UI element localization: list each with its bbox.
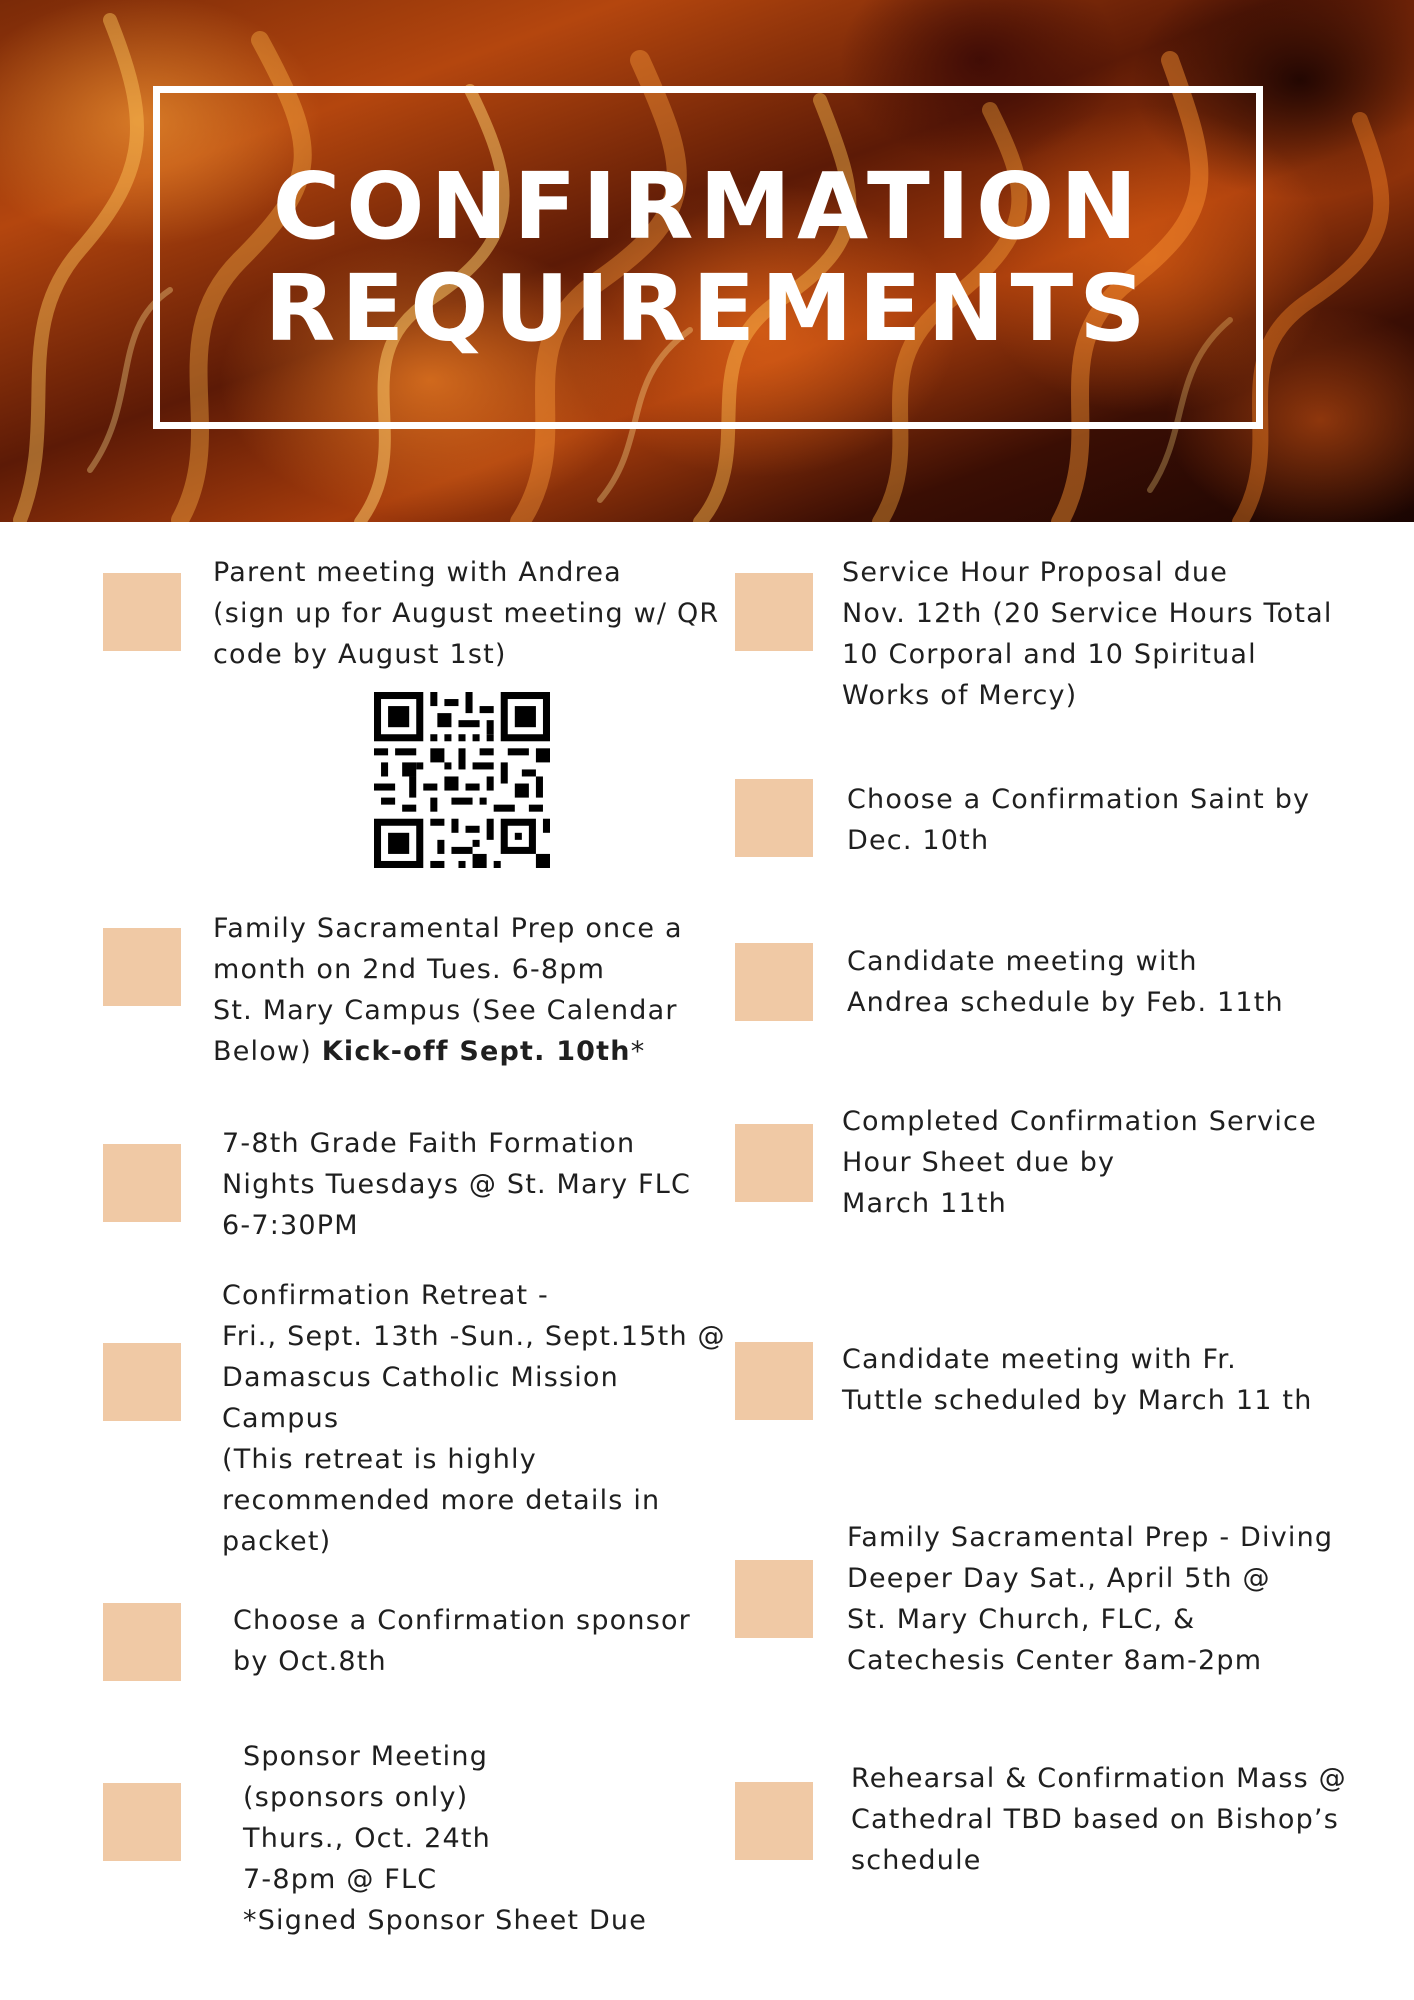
- title-line-2: REQUIREMENTS: [264, 254, 1152, 362]
- checkbox[interactable]: [735, 1782, 813, 1860]
- requirement-fr-tuttle: Candidate meeting with Fr. Tuttle scheduled by March 11 th: [842, 1344, 1313, 1416]
- checkbox[interactable]: [103, 1603, 181, 1681]
- checkbox[interactable]: [735, 1124, 813, 1202]
- requirement-diving-deeper: Family Sacramental Prep - Diving Deeper Day Sat., April 5th @ St. Mary Church, FLC, & Catechesis Center 8am-2pm: [847, 1522, 1334, 1676]
- qr-code-icon: [374, 692, 550, 868]
- header-banner: [0, 0, 1414, 522]
- checkbox[interactable]: [103, 1783, 181, 1861]
- requirement-sponsor-meeting: Sponsor Meeting (sponsors only) Thurs., Oct. 24th 7-8pm @ FLC *Signed Sponsor Sheet Due: [243, 1741, 648, 1936]
- checkbox[interactable]: [103, 573, 181, 651]
- requirement-confirmation-mass: Rehearsal & Confirmation Mass @ Cathedral TBD based on Bishop’s schedule: [851, 1763, 1347, 1876]
- checkbox[interactable]: [103, 1343, 181, 1421]
- checkbox[interactable]: [103, 1144, 181, 1222]
- title-line-1: CONFIRMATION: [272, 152, 1144, 260]
- requirement-family-prep: Family Sacramental Prep once a month on 2nd Tues. 6-8pm St. Mary Campus (See Calendar Below) Kick-off Sept. 10th*: [213, 913, 683, 1067]
- requirement-andrea-meeting: Candidate meeting with Andrea schedule by Feb. 11th: [847, 946, 1284, 1018]
- requirement-service-proposal: Service Hour Proposal due Nov. 12th (20 Service Hours Total 10 Corporal and 10 Spiritual Works of Mercy): [842, 557, 1333, 711]
- kickoff-date: Kick-off Sept. 10th: [321, 1036, 631, 1067]
- requirement-faith-formation: 7-8th Grade Faith Formation Nights Tuesdays @ St. Mary FLC 6-7:30PM: [222, 1128, 692, 1241]
- checkbox[interactable]: [735, 573, 813, 651]
- checkbox[interactable]: [103, 928, 181, 1006]
- requirement-saint: Choose a Confirmation Saint by Dec. 10th: [847, 784, 1311, 856]
- title-frame: [153, 86, 1263, 429]
- checkbox[interactable]: [735, 779, 813, 857]
- checkbox[interactable]: [735, 1342, 813, 1420]
- requirement-sponsor: Choose a Confirmation sponsor by Oct.8th: [233, 1605, 691, 1677]
- requirement-service-sheet: Completed Confirmation Service Hour Sheet due by March 11th: [842, 1106, 1317, 1219]
- checkbox[interactable]: [735, 1560, 813, 1638]
- requirement-parent-meeting: Parent meeting with Andrea (sign up for August meeting w/ QR code by August 1st): [213, 557, 720, 670]
- requirement-retreat: Confirmation Retreat - Fri., Sept. 13th -Sun., Sept.15th @ Damascus Catholic Mission Campus (This retreat is highly recommended more details in packet): [222, 1280, 726, 1557]
- checkbox[interactable]: [735, 943, 813, 1021]
